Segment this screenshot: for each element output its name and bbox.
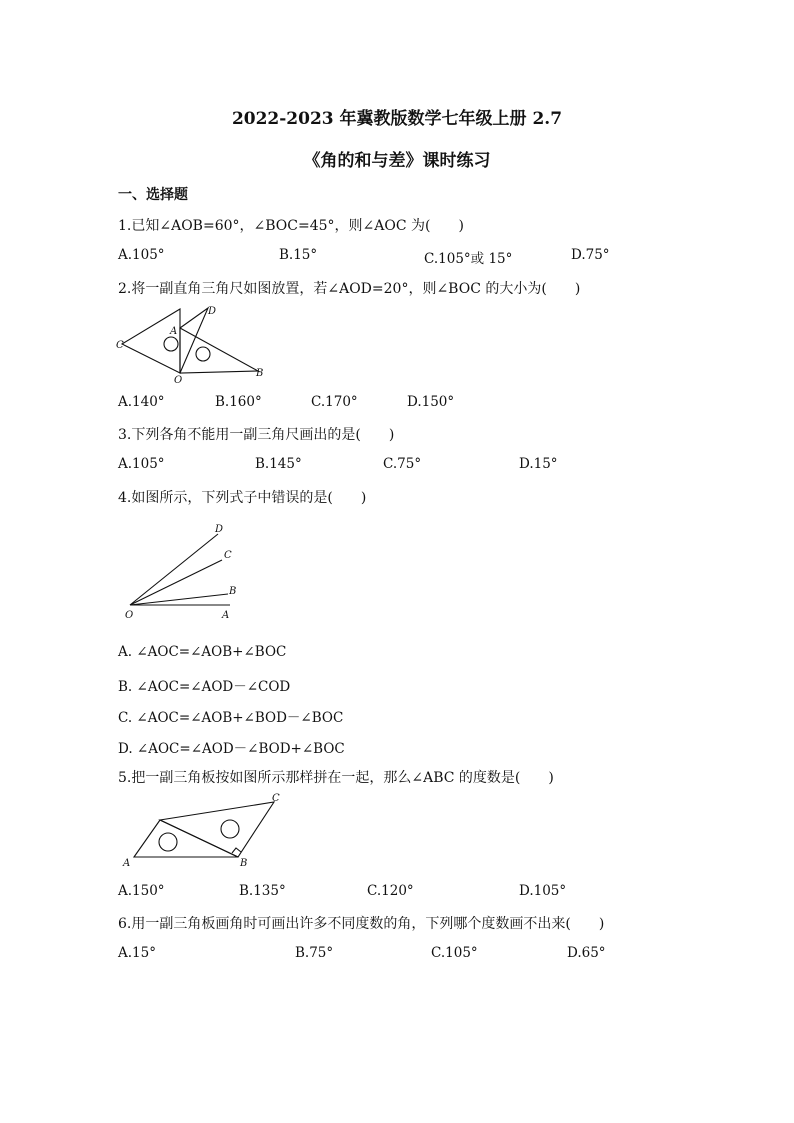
question-1-option-c: C.105°或 15° — [424, 251, 513, 267]
question-3-stem: 3.下列各角不能用一副三角尺画出的是( ) — [118, 427, 395, 443]
title-line-1: 2022-2023 年冀教版数学七年级上册 2.7 — [231, 109, 563, 129]
figure2-label-o: O — [174, 375, 183, 386]
question-2-stem: 2.将一副直角三角尺如图放置，若∠AOD=20°，则∠BOC 的大小为( ) — [118, 281, 581, 297]
question-1-option-b: B.15° — [279, 247, 318, 263]
question-1-option-d: D.75° — [571, 247, 610, 263]
question-1-option-a: A.105° — [118, 247, 165, 263]
question-3-option-a: A.105° — [118, 456, 165, 472]
figure4-label-b: B — [229, 586, 237, 597]
title-line-2: 《角的和与差》课时练习 — [303, 151, 491, 171]
question-6-option-c: C.105° — [431, 945, 478, 961]
question-4-option-c: C. ∠AOC=∠AOB+∠BOD－∠BOC — [118, 710, 344, 726]
question-3-option-c: C.75° — [383, 456, 422, 472]
figure5-label-a: A — [123, 858, 131, 869]
triangle-left — [134, 820, 238, 857]
question-5-option-b: B.135° — [239, 883, 286, 899]
figure4-label-a: A — [222, 610, 230, 621]
question-5-option-d: D.105° — [519, 883, 567, 899]
triangle-set-square-1 — [122, 309, 180, 373]
question-3-option-d: D.15° — [519, 456, 558, 472]
figure4-label-o: O — [125, 610, 134, 621]
triangle-set-square-2 — [180, 328, 258, 373]
figure2-label-a: A — [170, 326, 178, 337]
question-6-option-d: D.65° — [567, 945, 606, 961]
ray-oc — [130, 560, 222, 605]
question-4-figure — [118, 518, 248, 624]
triangle-right — [160, 802, 274, 857]
question-5-figure — [118, 790, 293, 870]
question-3-option-b: B.145° — [255, 456, 302, 472]
figure2-label-c: C — [116, 340, 124, 351]
figure5-label-c: C — [272, 793, 280, 804]
question-2-option-a: A.140° — [118, 394, 165, 410]
question-4-option-d: D. ∠AOC=∠AOD－∠BOD+∠BOC — [118, 741, 345, 757]
question-2-option-d: D.150° — [407, 394, 455, 410]
question-4-option-a: A. ∠AOC=∠AOB+∠BOC — [118, 644, 287, 660]
figure5-label-b: B — [240, 858, 248, 869]
triangle-hole-left — [159, 833, 177, 851]
figure4-label-c: C — [224, 550, 232, 561]
ray-ob — [130, 594, 228, 605]
question-6-stem: 6.用一副三角板画角时可画出许多不同度数的角，下列哪个度数画不出来( ) — [118, 916, 605, 932]
question-6-option-a: A.15° — [118, 945, 156, 961]
question-5-stem: 5.把一副三角板按如图所示那样拼在一起，那么∠ABC 的度数是( ) — [118, 770, 554, 786]
figure4-label-d: D — [215, 524, 224, 535]
question-5-option-c: C.120° — [367, 883, 414, 899]
question-4-option-b: B. ∠AOC=∠AOD－∠COD — [118, 679, 291, 695]
question-6-option-b: B.75° — [295, 945, 334, 961]
question-4-stem: 4.如图所示，下列式子中错误的是( ) — [118, 490, 367, 506]
triangle-hole-1 — [164, 337, 178, 351]
question-2-option-b: B.160° — [215, 394, 262, 410]
question-2-option-c: C.170° — [311, 394, 358, 410]
triangle-hole-right — [221, 820, 239, 838]
triangle-hole-2 — [196, 347, 210, 361]
ray-od — [130, 534, 218, 605]
section-heading: 一、选择题 — [118, 187, 188, 203]
question-1-stem: 1.已知∠AOB=60°，∠BOC=45°，则∠AOC 为( ) — [118, 218, 464, 234]
figure2-label-d: D — [208, 306, 217, 317]
question-5-option-a: A.150° — [118, 883, 165, 899]
right-angle-mark — [232, 848, 241, 853]
question-2-figure — [112, 300, 272, 388]
figure2-label-b: B — [256, 368, 264, 379]
